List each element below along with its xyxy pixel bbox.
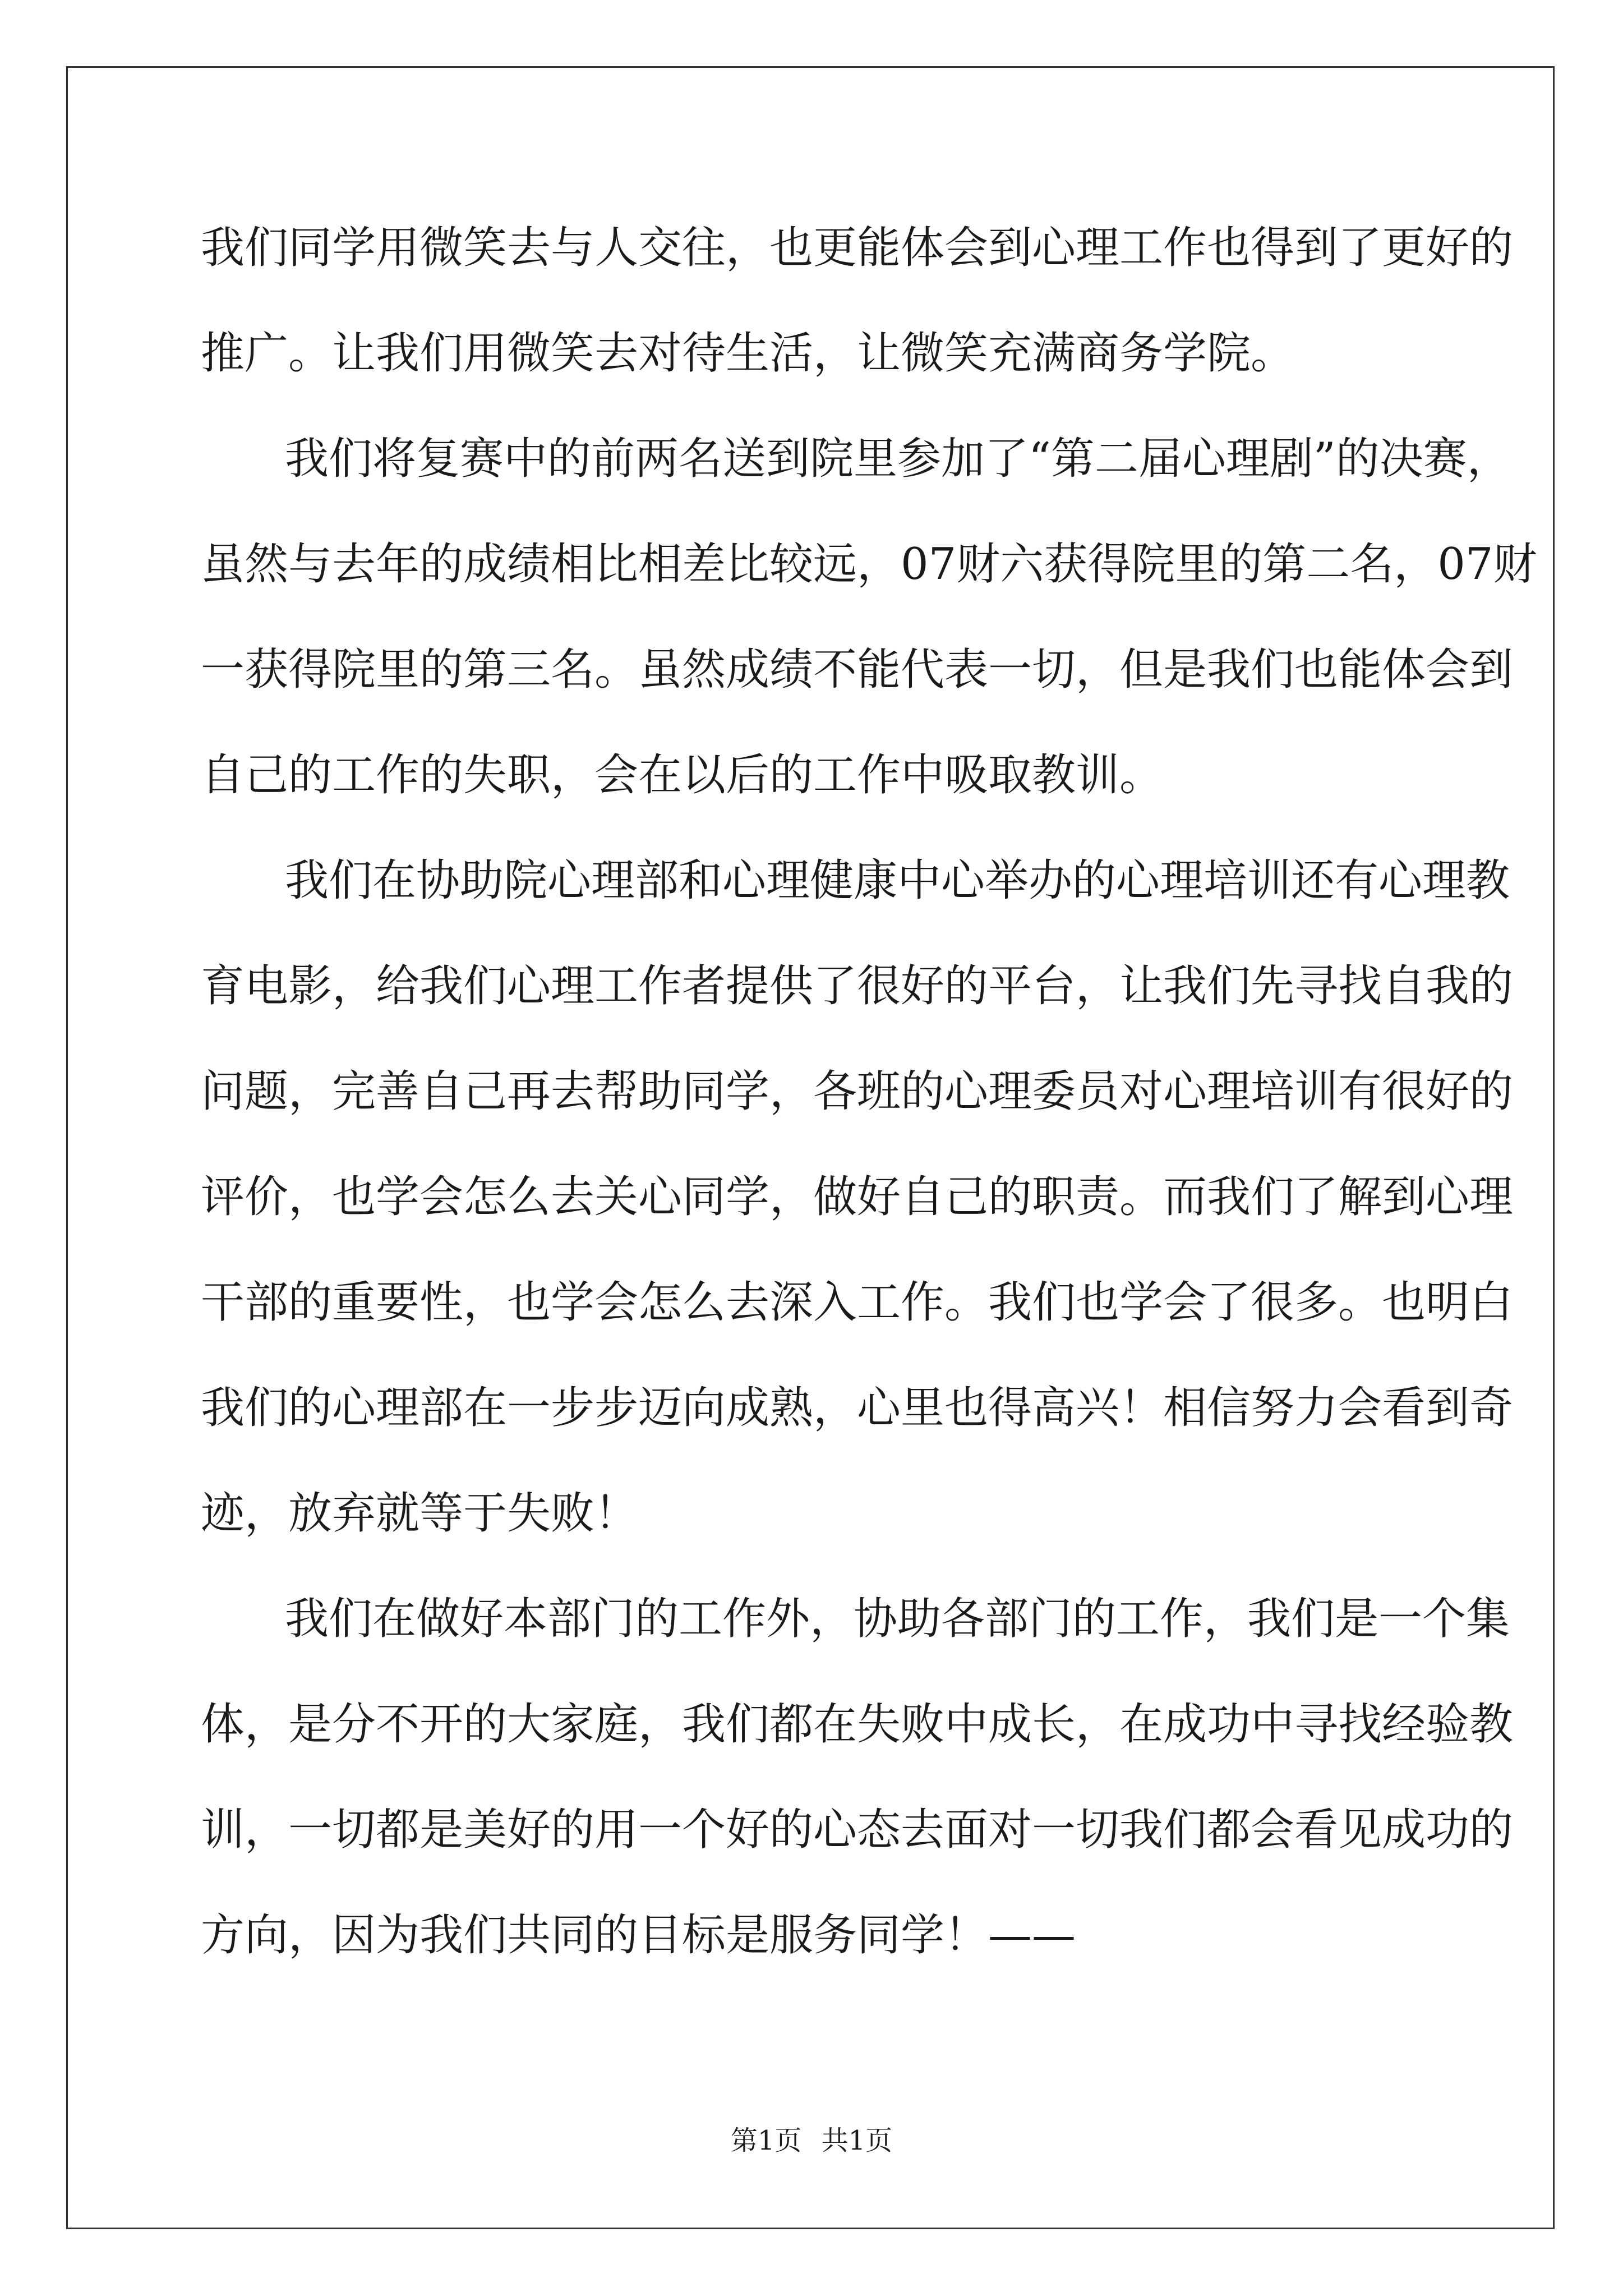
text-line: 问题，完善自己再去帮助同学，各班的心理委员对心理培训有很好的 [201,1066,1514,1117]
text-line: 我们在协助院心理部和心理健康中心举办的心理培训还有心理教 [285,855,1510,906]
text-line: 我们在做好本部门的工作外，协助各部门的工作，我们是一个集 [285,1594,1510,1644]
text-line: 我们将复赛中的前两名送到院里参加了“第二届心理剧”的决赛， [285,434,1511,484]
text-line: 训，一切都是美好的用一个好的心态去面对一切我们都会看见成功的 [201,1805,1514,1855]
text-line: 一获得院里的第三名。虽然成绩不能代表一切，但是我们也能体会到 [201,645,1514,695]
page-total: 共1页 [821,2125,893,2156]
text-line: 评价，也学会怎么去关心同学，做好自己的职责。而我们了解到心理 [201,1172,1514,1222]
document-body [201,222,1537,2014]
text-line: 方向，因为我们共同的目标是服务同学！—— [201,1910,1076,1961]
page-number: 第1页 [730,2125,802,2156]
page-footer [0,2124,1623,2157]
text-line: 育电影，给我们心理工作者提供了很好的平台，让我们先寻找自我的 [201,961,1514,1011]
text-line: 推广。让我们用微笑去对待生活，让微笑充满商务学院。 [201,328,1295,379]
text-line: 我们同学用微笑去与人交往，也更能体会到心理工作也得到了更好的 [201,223,1514,273]
text-line: 我们的心理部在一步步迈向成熟，心里也得高兴！相信努力会看到奇 [201,1383,1514,1433]
text-line: 体，是分不开的大家庭，我们都在失败中成长，在成功中寻找经验教 [201,1699,1514,1750]
text-line: 自己的工作的失职，会在以后的工作中吸取教训。 [201,750,1164,800]
text-line: 迹，放弃就等于失败！ [201,1488,639,1539]
text-line: 虽然与去年的成绩相比相差比较远，07财六获得院里的第二名，07财 [201,539,1537,590]
text-line: 干部的重要性，也学会怎么去深入工作。我们也学会了很多。也明白 [201,1277,1514,1328]
